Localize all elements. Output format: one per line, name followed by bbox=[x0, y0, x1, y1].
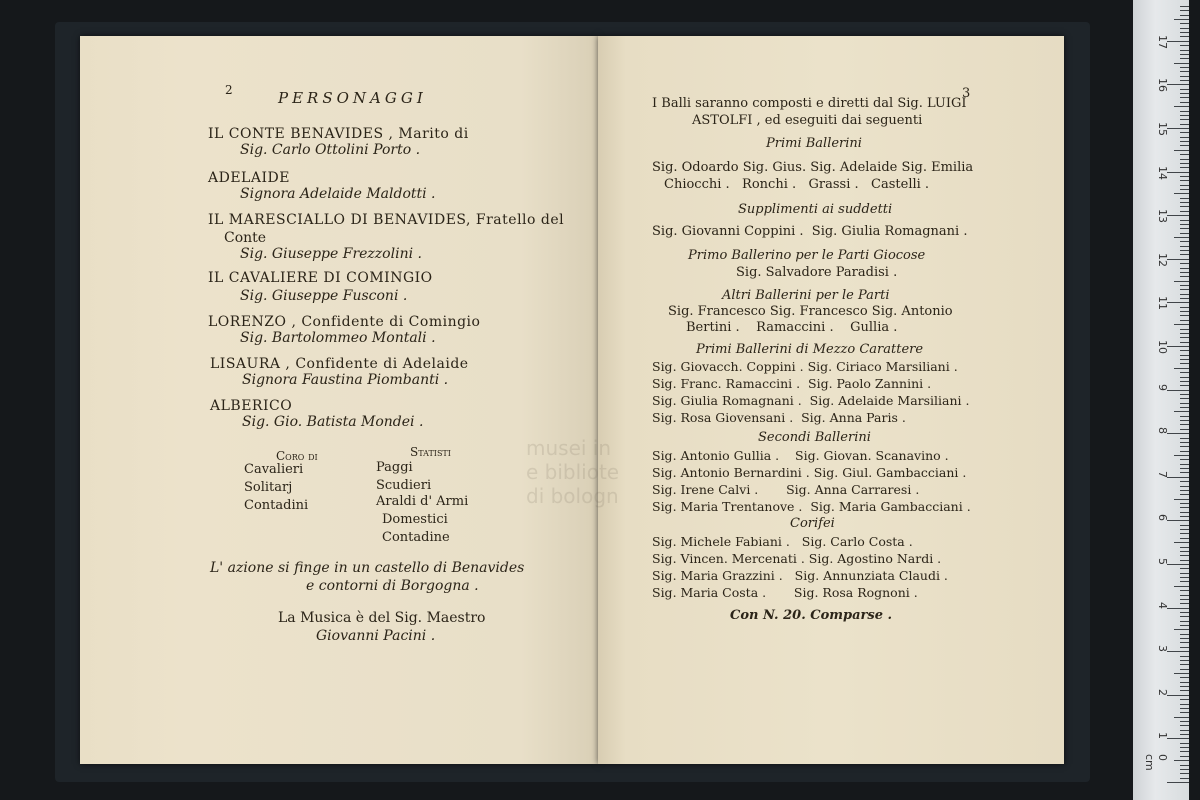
ruler-tick bbox=[1180, 263, 1189, 264]
ruler-tick bbox=[1180, 241, 1189, 242]
ruler-tick bbox=[1180, 590, 1189, 591]
ruler-tick bbox=[1180, 54, 1189, 55]
ruler-tick bbox=[1180, 298, 1189, 299]
ruler-tick bbox=[1167, 520, 1189, 521]
dancer-row: Bertini . Ramaccini . Gullia . bbox=[686, 320, 898, 335]
ruler-tick bbox=[1174, 19, 1189, 20]
ruler-tick bbox=[1180, 660, 1189, 661]
ruler-tick bbox=[1180, 355, 1189, 356]
ruler-tick bbox=[1180, 512, 1189, 513]
setting-line: e contorni di Borgogna . bbox=[306, 578, 479, 594]
ruler-tick bbox=[1180, 50, 1189, 51]
watermark-line: musei in bbox=[526, 436, 612, 460]
ruler-tick bbox=[1180, 363, 1189, 364]
ruler-tick bbox=[1180, 10, 1189, 11]
ruler-tick bbox=[1180, 311, 1189, 312]
ruler-tick bbox=[1180, 145, 1189, 146]
ruler-tick bbox=[1180, 464, 1189, 465]
ruler-tick bbox=[1180, 372, 1189, 373]
ruler-tick bbox=[1174, 411, 1189, 412]
ruler-tick bbox=[1180, 577, 1189, 578]
ruler-tick bbox=[1180, 176, 1189, 177]
section-title: Primi Ballerini bbox=[766, 136, 862, 151]
ruler-tick bbox=[1180, 420, 1189, 421]
ruler-tick bbox=[1180, 398, 1189, 399]
ruler-tick bbox=[1180, 294, 1189, 295]
ruler-tick bbox=[1180, 102, 1189, 103]
ruler-tick bbox=[1180, 137, 1189, 138]
ruler-tick bbox=[1180, 132, 1189, 133]
ruler-tick bbox=[1180, 342, 1189, 343]
ruler-label: 4 bbox=[1156, 601, 1169, 609]
ruler-tick bbox=[1180, 603, 1189, 604]
ruler-tick bbox=[1167, 695, 1189, 696]
left-page bbox=[80, 36, 598, 764]
ruler-tick bbox=[1180, 285, 1189, 286]
ruler-label: 5 bbox=[1156, 558, 1169, 565]
ruler-tick bbox=[1180, 538, 1189, 539]
ruler-tick bbox=[1180, 516, 1189, 517]
ruler-tick bbox=[1167, 738, 1189, 739]
ruler-tick bbox=[1180, 533, 1189, 534]
section-title: Primo Ballerino per le Parti Giocose bbox=[688, 248, 926, 263]
ruler-tick bbox=[1174, 586, 1189, 587]
ruler-tick bbox=[1174, 106, 1189, 107]
chorus-item: Solitarj bbox=[244, 480, 293, 495]
ruler-tick bbox=[1180, 307, 1189, 308]
character-role: LORENZO , Confidente di Comingio bbox=[208, 314, 481, 330]
ruler-tick bbox=[1180, 743, 1189, 744]
ruler-tick bbox=[1167, 608, 1189, 609]
dancer-row: Sig. Antonio Gullia . Sig. Giovan. Scanavino . bbox=[652, 448, 949, 463]
composer-name: Giovanni Pacini . bbox=[316, 628, 436, 644]
chorus-item: Contadini bbox=[244, 498, 309, 513]
section-title: Supplimenti ai suddetti bbox=[738, 202, 893, 217]
character-singer: Sig. Bartolommeo Montali . bbox=[240, 330, 436, 346]
ruler-tick bbox=[1180, 769, 1189, 770]
ruler-tick bbox=[1180, 699, 1189, 700]
character-role: ALBERICO bbox=[210, 398, 293, 414]
ruler-label: 8 bbox=[1156, 427, 1169, 435]
chorus-heading: Coro di bbox=[276, 449, 318, 463]
ruler-label: 0 cm bbox=[1143, 754, 1169, 771]
ruler-tick bbox=[1180, 621, 1189, 622]
ruler-tick bbox=[1180, 76, 1189, 77]
ruler-tick bbox=[1180, 141, 1189, 142]
ruler-tick bbox=[1180, 211, 1189, 212]
character-role: ADELAIDE bbox=[208, 170, 290, 186]
ruler-tick bbox=[1180, 555, 1189, 556]
ruler-tick bbox=[1180, 359, 1189, 360]
ruler-tick bbox=[1180, 163, 1189, 164]
character-singer: Sig. Giuseppe Fusconi . bbox=[240, 288, 408, 304]
ruler-tick bbox=[1180, 595, 1189, 596]
ruler-tick bbox=[1174, 673, 1189, 674]
extras-item: Domestici bbox=[382, 512, 448, 527]
character-singer: Signora Faustina Piombanti . bbox=[242, 372, 449, 388]
ruler-tick bbox=[1180, 119, 1189, 120]
ruler-tick bbox=[1174, 281, 1189, 282]
ruler-tick bbox=[1174, 368, 1189, 369]
character-singer: Sig. Giuseppe Frezzolini . bbox=[240, 246, 422, 262]
ruler-label: 2 bbox=[1156, 688, 1169, 696]
dancer-row: Sig. Giulia Romagnani . Sig. Adelaide Marsiliani . bbox=[652, 393, 970, 408]
ruler-tick bbox=[1180, 704, 1189, 705]
dancer-row: Sig. Michele Fabiani . Sig. Carlo Costa . bbox=[652, 534, 913, 549]
ruler-label: 14 bbox=[1156, 165, 1169, 180]
ruler-tick bbox=[1174, 193, 1189, 194]
ruler-tick bbox=[1174, 499, 1189, 500]
ruler-tick bbox=[1174, 542, 1189, 543]
ruler-tick bbox=[1180, 180, 1189, 181]
ruler-tick bbox=[1180, 28, 1189, 29]
ruler-tick bbox=[1180, 481, 1189, 482]
closing-line: Con N. 20. Comparse . bbox=[730, 608, 893, 623]
ruler-tick bbox=[1180, 612, 1189, 613]
ruler-tick bbox=[1180, 320, 1189, 321]
ruler-tick bbox=[1167, 346, 1189, 347]
ruler-tick bbox=[1180, 350, 1189, 351]
intro-line: I Balli saranno composti e diretti dal Sig. LUIGI bbox=[652, 96, 967, 111]
ruler-tick bbox=[1180, 773, 1189, 774]
ruler-label: 17 bbox=[1156, 34, 1169, 49]
ruler-tick bbox=[1174, 63, 1189, 64]
ruler-tick bbox=[1180, 224, 1189, 225]
ruler-label: 3 bbox=[1156, 645, 1169, 653]
ruler-tick bbox=[1180, 638, 1189, 639]
ruler-label: 1 bbox=[1156, 732, 1169, 740]
ruler-tick bbox=[1180, 725, 1189, 726]
ruler-label: 13 bbox=[1156, 209, 1169, 224]
extras-item: Araldi d' Armi bbox=[376, 494, 469, 509]
ruler-tick bbox=[1180, 385, 1189, 386]
extras-item: Contadine bbox=[382, 530, 450, 545]
dancer-row: Sig. Giovanni Coppini . Sig. Giulia Romagnani . bbox=[652, 224, 968, 239]
ruler-tick bbox=[1180, 551, 1189, 552]
watermark-line: e bibliote bbox=[526, 460, 620, 484]
ruler-tick bbox=[1180, 751, 1189, 752]
ruler-tick bbox=[1180, 58, 1189, 59]
ruler-tick bbox=[1180, 206, 1189, 207]
dancer-row: Sig. Francesco Sig. Francesco Sig. Antonio bbox=[668, 304, 953, 319]
ruler-tick bbox=[1180, 581, 1189, 582]
ruler-tick bbox=[1180, 656, 1189, 657]
ruler-tick bbox=[1180, 686, 1189, 687]
ruler-tick bbox=[1174, 150, 1189, 151]
ruler-tick bbox=[1180, 486, 1189, 487]
ruler-label: 16 bbox=[1156, 78, 1169, 93]
ruler-label: 15 bbox=[1156, 122, 1169, 136]
ruler-tick bbox=[1180, 233, 1189, 234]
ruler-tick bbox=[1180, 268, 1189, 269]
ruler-tick bbox=[1180, 472, 1189, 473]
ruler-tick bbox=[1180, 756, 1189, 757]
ruler-tick bbox=[1180, 547, 1189, 548]
ruler-tick bbox=[1180, 272, 1189, 273]
ruler-tick bbox=[1167, 128, 1189, 129]
ruler-tick bbox=[1180, 45, 1189, 46]
ruler-tick bbox=[1180, 80, 1189, 81]
ruler-tick bbox=[1180, 442, 1189, 443]
ruler-tick bbox=[1180, 599, 1189, 600]
ruler-tick bbox=[1180, 167, 1189, 168]
ruler-tick bbox=[1180, 424, 1189, 425]
character-role: IL CONTE BENAVIDES , Marito di bbox=[208, 126, 469, 142]
ruler-tick bbox=[1180, 778, 1189, 779]
character-role-cont: Conte bbox=[224, 230, 267, 246]
ruler-tick bbox=[1180, 254, 1189, 255]
ruler-tick bbox=[1180, 329, 1189, 330]
dancer-row: Sig. Maria Grazzini . Sig. Annunziata Claudi . bbox=[652, 568, 948, 583]
ruler-tick bbox=[1180, 525, 1189, 526]
music-credit: La Musica è del Sig. Maestro bbox=[278, 610, 486, 626]
ruler-tick bbox=[1180, 276, 1189, 277]
ruler-tick bbox=[1180, 71, 1189, 72]
ruler-tick bbox=[1180, 289, 1189, 290]
dancer-row: Sig. Franc. Ramaccini . Sig. Paolo Zannini . bbox=[652, 376, 932, 391]
ruler-tick bbox=[1167, 215, 1189, 216]
chorus-item: Cavalieri bbox=[244, 462, 304, 477]
ruler-tick bbox=[1174, 629, 1189, 630]
ruler-tick bbox=[1180, 429, 1189, 430]
section-title: Primi Ballerini di Mezzo Carattere bbox=[696, 342, 924, 357]
ruler-label: 7 bbox=[1156, 470, 1169, 478]
character-singer: Signora Adelaide Maldotti . bbox=[240, 186, 436, 202]
page-number: 2 bbox=[225, 83, 233, 97]
ruler-tick bbox=[1180, 198, 1189, 199]
ruler-tick bbox=[1180, 220, 1189, 221]
dancer-row: Sig. Vincen. Mercenati . Sig. Agostino Nardi . bbox=[652, 551, 942, 566]
ruler-tick bbox=[1180, 507, 1189, 508]
ruler-tick bbox=[1167, 477, 1189, 478]
ruler-tick bbox=[1167, 84, 1189, 85]
dancer-row: Sig. Odoardo Sig. Gius. Sig. Adelaide Sig. Emilia bbox=[652, 160, 974, 175]
ruler-tick bbox=[1180, 765, 1189, 766]
ruler-tick bbox=[1180, 503, 1189, 504]
ruler-tick bbox=[1180, 32, 1189, 33]
ruler-tick bbox=[1180, 189, 1189, 190]
ruler-tick bbox=[1180, 573, 1189, 574]
ruler-tick bbox=[1180, 89, 1189, 90]
ruler-tick bbox=[1167, 782, 1189, 783]
dancer-row: Sig. Giovacch. Coppini . Sig. Ciriaco Marsiliani . bbox=[652, 359, 958, 374]
right-page bbox=[526, 36, 1064, 764]
ruler-tick bbox=[1180, 93, 1189, 94]
ruler-tick bbox=[1180, 315, 1189, 316]
ruler-tick bbox=[1180, 337, 1189, 338]
ruler-tick bbox=[1180, 403, 1189, 404]
ruler-label: 6 bbox=[1156, 514, 1169, 522]
ruler-tick bbox=[1180, 202, 1189, 203]
dancer-row: Sig. Maria Costa . Sig. Rosa Rognoni . bbox=[652, 585, 918, 600]
ruler-tick bbox=[1180, 124, 1189, 125]
page-heading: PERSONAGGI bbox=[278, 89, 427, 107]
page-number: 3 bbox=[962, 86, 971, 101]
ruler-tick bbox=[1180, 490, 1189, 491]
ruler-tick bbox=[1180, 154, 1189, 155]
extras-heading: Statisti bbox=[410, 445, 451, 459]
ruler-tick bbox=[1180, 616, 1189, 617]
ruler-tick bbox=[1180, 111, 1189, 112]
dancer-row: Sig. Irene Calvi . Sig. Anna Carraresi . bbox=[652, 482, 920, 497]
ruler-label: 9 bbox=[1156, 383, 1169, 391]
ruler-tick bbox=[1180, 669, 1189, 670]
ruler-tick bbox=[1180, 677, 1189, 678]
ruler-tick bbox=[1180, 647, 1189, 648]
ruler-tick bbox=[1180, 451, 1189, 452]
section-title: Secondi Ballerini bbox=[758, 430, 871, 445]
section-title: Altri Ballerini per le Parti bbox=[722, 288, 890, 303]
ruler-tick bbox=[1180, 494, 1189, 495]
ruler-tick bbox=[1180, 568, 1189, 569]
dancer-row: Sig. Rosa Giovensani . Sig. Anna Paris . bbox=[652, 410, 906, 425]
setting-line: L' azione si finge in un castello di Benavides bbox=[210, 560, 525, 576]
ruler-tick bbox=[1180, 682, 1189, 683]
ruler-tick bbox=[1167, 302, 1189, 303]
ruler-tick bbox=[1180, 36, 1189, 37]
character-role: IL MARESCIALLO DI BENAVIDES, Fratello del bbox=[208, 212, 565, 228]
ruler-tick bbox=[1174, 324, 1189, 325]
dancer-row: Sig. Antonio Bernardini . Sig. Giul. Gambacciani . bbox=[652, 465, 967, 480]
ruler-tick bbox=[1180, 115, 1189, 116]
ruler-tick bbox=[1174, 760, 1189, 761]
extras-item: Scudieri bbox=[376, 478, 432, 493]
ruler-label: 11 bbox=[1156, 296, 1169, 311]
ruler-tick bbox=[1180, 625, 1189, 626]
ruler-tick bbox=[1180, 468, 1189, 469]
ruler-tick bbox=[1174, 237, 1189, 238]
extras-item: Paggi bbox=[376, 460, 413, 475]
ruler-tick bbox=[1180, 23, 1189, 24]
ruler-tick bbox=[1180, 664, 1189, 665]
character-singer: Sig. Gio. Batista Mondei . bbox=[242, 414, 424, 430]
ruler-tick bbox=[1180, 250, 1189, 251]
character-role: LISAURA , Confidente di Adelaide bbox=[210, 356, 469, 372]
ruler-tick bbox=[1167, 259, 1189, 260]
ruler-tick bbox=[1180, 642, 1189, 643]
ruler-tick bbox=[1180, 712, 1189, 713]
ruler-tick bbox=[1180, 446, 1189, 447]
dancer-row: Chiocchi . Ronchi . Grassi . Castelli . bbox=[664, 177, 930, 192]
ruler-tick bbox=[1180, 407, 1189, 408]
ruler-tick bbox=[1180, 730, 1189, 731]
ruler-tick bbox=[1167, 41, 1189, 42]
ruler-tick bbox=[1174, 455, 1189, 456]
intro-line: ASTOLFI , ed eseguiti dai seguenti bbox=[692, 113, 923, 128]
ruler-tick bbox=[1180, 228, 1189, 229]
watermark-line: di bologn bbox=[526, 484, 619, 508]
ruler-tick bbox=[1180, 67, 1189, 68]
ruler-tick bbox=[1167, 433, 1189, 434]
ruler-tick bbox=[1180, 15, 1189, 16]
measurement-ruler bbox=[1133, 0, 1189, 800]
ruler-tick bbox=[1180, 690, 1189, 691]
ruler-tick bbox=[1167, 564, 1189, 565]
ruler-label: 12 bbox=[1156, 252, 1169, 267]
ruler-tick bbox=[1180, 634, 1189, 635]
ruler-tick bbox=[1180, 529, 1189, 530]
dancer-row: Sig. Salvadore Paradisi . bbox=[736, 265, 898, 280]
ruler-tick bbox=[1180, 747, 1189, 748]
ruler-tick bbox=[1180, 381, 1189, 382]
ruler-label: 10 bbox=[1156, 340, 1169, 354]
ruler-tick bbox=[1180, 416, 1189, 417]
ruler-tick bbox=[1180, 377, 1189, 378]
character-role: IL CAVALIERE DI COMINGIO bbox=[208, 270, 433, 286]
ruler-tick bbox=[1180, 459, 1189, 460]
ruler-tick bbox=[1180, 560, 1189, 561]
ruler-tick bbox=[1180, 246, 1189, 247]
ruler-tick bbox=[1167, 651, 1189, 652]
ruler-tick bbox=[1180, 394, 1189, 395]
ruler-tick bbox=[1174, 717, 1189, 718]
ruler-tick bbox=[1180, 721, 1189, 722]
ruler-tick bbox=[1180, 159, 1189, 160]
ruler-tick bbox=[1167, 390, 1189, 391]
section-title: Corifei bbox=[790, 516, 835, 531]
ruler-tick bbox=[1180, 97, 1189, 98]
ruler-tick bbox=[1167, 172, 1189, 173]
ruler-tick bbox=[1180, 185, 1189, 186]
ruler-tick bbox=[1180, 708, 1189, 709]
dancer-row: Sig. Maria Trentanove . Sig. Maria Gambacciani . bbox=[652, 499, 971, 514]
ruler-tick bbox=[1180, 6, 1189, 7]
ruler-tick bbox=[1180, 438, 1189, 439]
ruler-tick bbox=[1180, 333, 1189, 334]
character-singer: Sig. Carlo Ottolini Porto . bbox=[240, 142, 421, 158]
ruler-tick bbox=[1180, 734, 1189, 735]
